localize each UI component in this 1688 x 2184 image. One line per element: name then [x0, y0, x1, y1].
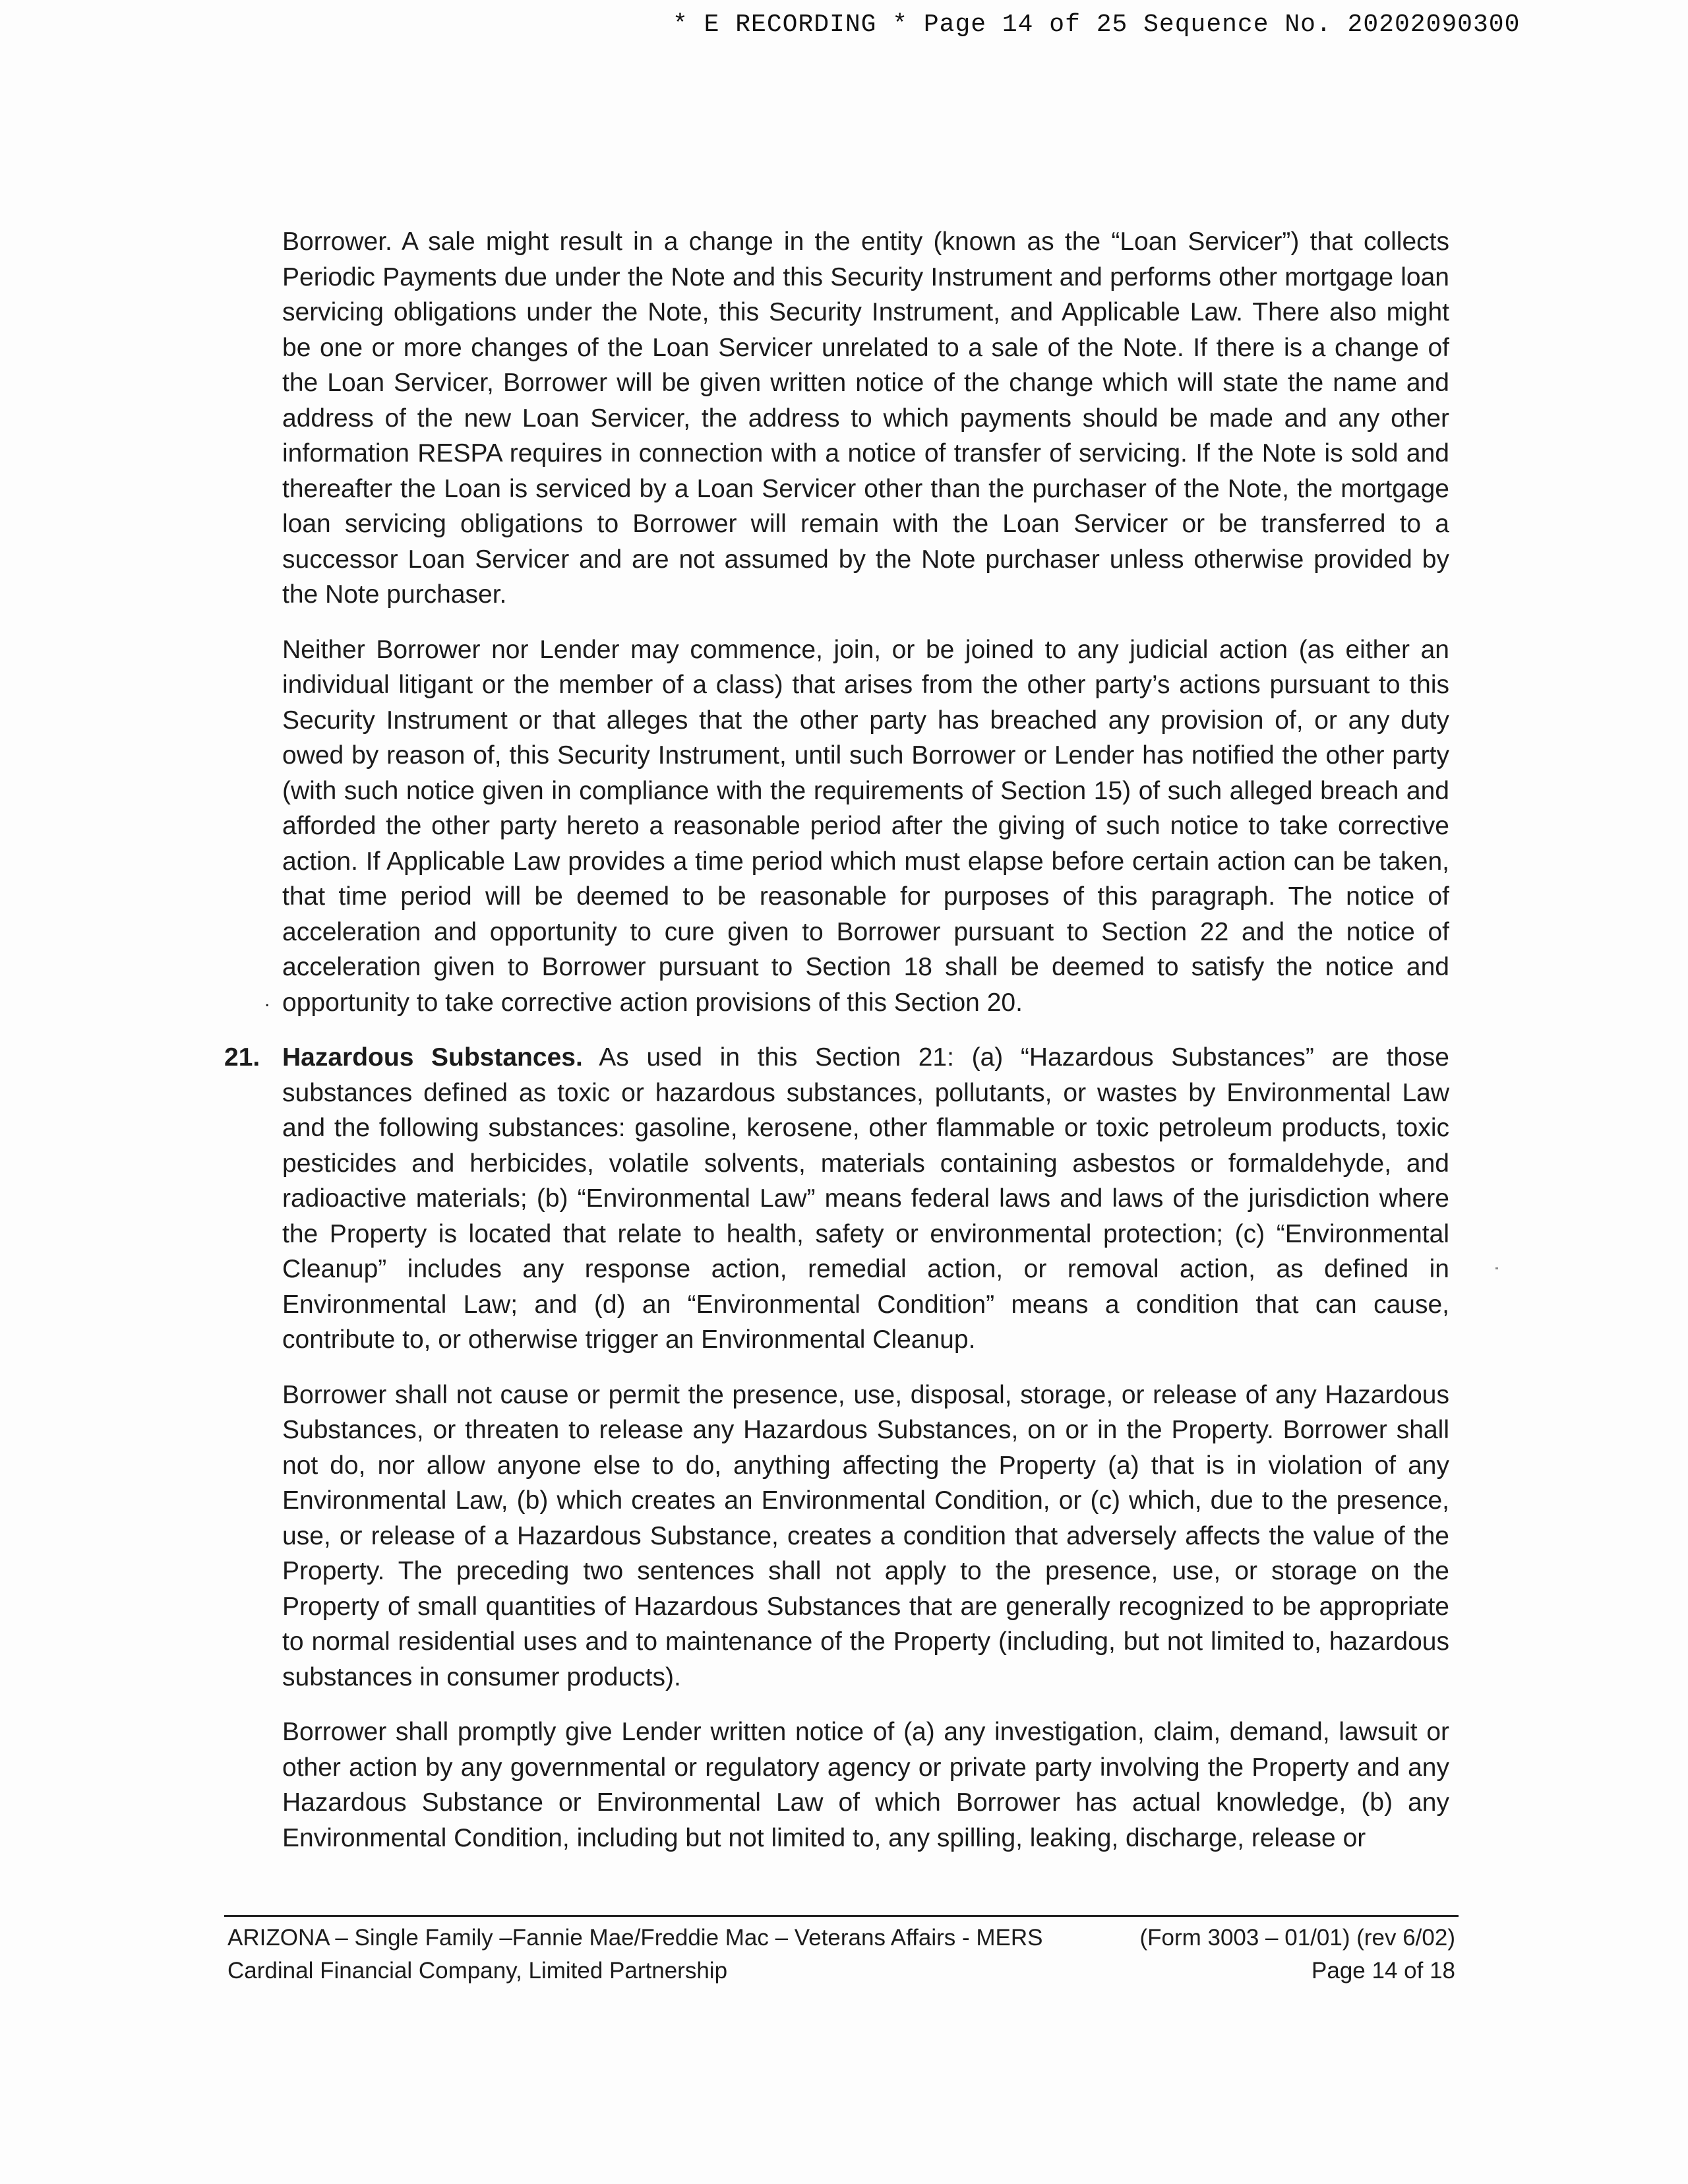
paragraph-loan-servicer: Borrower. A sale might result in a change in the entity (known as the “Loan Servicer”) that collects Periodic Payments due under the Note and this Security Instrument and performs other mortgage loan servicing obligations under the Note, this Security Instrument, and Applicable Law. There also might be one or more changes of the Loan Servicer unrelated to a sale of the Note. If there is a change of the Loan Servicer, Borrower will be given written notice of the change which will state the name and address of the new Loan Servicer, the address to which payments should be made and any other information RESPA requires in connection with a notice of transfer of servicing. If the Note is sold and thereafter the Loan is serviced by a Loan Servicer other than the purchaser of the Note, the mortgage loan servicing obligations to Borrower will remain with the Loan Servicer or be transferred to a successor Loan Servicer and are not assumed by the Note purchaser unless otherwise provided by the Note purchaser. [282, 228, 1449, 609]
paragraph-hazardous-use: Borrower shall not cause or permit the presence, use, disposal, storage, or release of any Hazardous Substances, or threaten to release any Hazardous Substances, on or in the Property. Borrower shall not do, nor allow anyone else to do, anything affecting the Property (a) that is in violation of any Environmental Law, (b) which creates an Environmental Condition, or (c) which, due to the presence, use, or release of a Hazardous Substance, creates a condition that adversely affects the value of the Property. The preceding two sentences shall not apply to the presence, use, or storage on the Property of small quantities of Hazardous Substances that are generally recognized to be appropriate to normal residential uses and to maintenance of the Property (including, but not limited to, hazardous substances in consumer products). [282, 1380, 1449, 1691]
footer-form-line: ARIZONA – Single Family –Fannie Mae/Freddie Mac – Veterans Affairs - MERS [227, 1925, 1043, 1951]
footer-divider [224, 1915, 1459, 1917]
footer-right [1139, 1922, 1455, 1987]
scan-mark: . [264, 988, 270, 1011]
section-title: Hazardous Substances. [282, 1043, 583, 1072]
paragraph-hazardous-notice: Borrower shall promptly give Lender written notice of (a) any investigation, claim, demand, lawsuit or other action by any governmental or regulatory agency or private party involving the Property and any Hazardous Substance or Environmental Law of which Borrower has actual knowledge, (b) any Environmental Condition, including but not limited to, any spilling, leaking, discharge, release or [282, 1718, 1449, 1852]
document-body [0, 224, 1688, 1875]
footer-page-number: Page 14 of 18 [1311, 1958, 1455, 1984]
footer-left [227, 1922, 1043, 1987]
paragraph-notice-text: Neither Borrower nor Lender may commence, join, or be joined to any judicial action (as either an individual litigant or the member of a class) that arises from the other party’s actions pursuant to this Security Instrument or that alleges that the other party has breached any provision of, or any duty owed by reason of, this Security Instrument, until such Borrower or Lender has notified the other party (with such notice given in compliance with the requirements of Section 15) of such alleged breach and afforded the other party hereto a reasonable period after the giving of such notice to take corrective action. If Applicable Law provides a time period which must elapse before certain action can be taken, that time period will be deemed to be reasonable for purposes of this paragraph. The notice of acceleration and opportunity to cure given to Borrower pursuant to Section 22 and the notice of acceleration given to Borrower pursuant to Section 18 shall be deemed to satisfy the notice and opportunity to take corrective action provisions of this Section 20. [282, 635, 1449, 1017]
section-21 [224, 1040, 1449, 1358]
section-number: 21. [224, 1043, 260, 1072]
footer-form-number: (Form 3003 – 01/01) (rev 6/02) [1139, 1925, 1455, 1951]
scan-speck [1495, 1267, 1498, 1269]
recording-header: * E RECORDING * Page 14 of 25 Sequence No. 20202090300 [673, 11, 1521, 39]
section-text: As used in this Section 21: (a) “Hazardous Substances” are those substances defined as toxic or hazardous substances, pollutants, or wastes by Environmental Law and the following substances: gasoline, kerosene, other flammable or toxic petroleum products, toxic pesticides and herbicides, volatile solvents, materials containing asbestos or formaldehyde, and radioactive materials; (b) “Environmental Law” means federal laws and laws of the jurisdiction where the Property is located that relate to health, safety or environmental protection; (c) “Environmental Cleanup” includes any response action, remedial action, or removal action, as defined in Environmental Law; and (d) an “Environmental Condition” means a condition that can cause, contribute to, or otherwise trigger an Environmental Cleanup. [282, 1043, 1449, 1354]
footer-lender: Cardinal Financial Company, Limited Partnership [227, 1958, 728, 1984]
paragraph-notice-of-grievance [264, 632, 1449, 1021]
